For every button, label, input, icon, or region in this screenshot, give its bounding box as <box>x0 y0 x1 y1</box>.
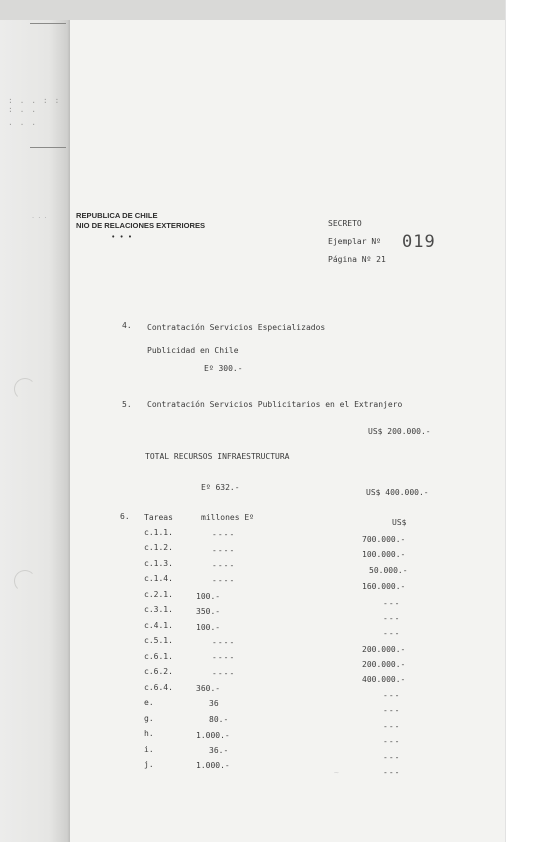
escudos-value: ---- <box>212 669 236 678</box>
usd-value: --- <box>383 768 401 777</box>
escudos-value: 360.- <box>196 684 221 693</box>
task-code: c.2.1. <box>144 590 173 599</box>
item5-title: Contratación Servicios Publicitarios en el Extranjero <box>147 400 403 409</box>
escudos-value: ---- <box>212 546 236 555</box>
usd-value: 100.000.- <box>362 550 406 559</box>
escudos-value: 100.- <box>196 592 221 601</box>
usd-value: 700.000.- <box>362 535 406 544</box>
escudos-value: 36 <box>209 699 219 708</box>
escudos-value: 80.- <box>209 715 229 724</box>
copy-number: 019 <box>402 232 436 252</box>
copy-label: Ejemplar Nº <box>328 237 381 246</box>
task-code: c.1.4. <box>144 574 173 583</box>
total-dollars: US$ 400.000.- <box>366 488 429 497</box>
item4-amount: Eº 300.- <box>204 364 243 373</box>
strip-mark <box>14 570 36 592</box>
tasks-header: Tareas <box>144 513 173 522</box>
letterhead-dots: • • • <box>112 234 134 241</box>
document-page <box>70 20 505 842</box>
escudos-value: 350.- <box>196 607 221 616</box>
usd-value: 200.000.- <box>362 645 406 654</box>
task-code: i. <box>144 745 154 754</box>
page-label: Página Nº 21 <box>328 255 386 264</box>
task-code: c.6.4. <box>144 683 173 692</box>
escudos-value: 100.- <box>196 623 221 632</box>
task-code: c.5.1. <box>144 636 173 645</box>
millions-header: millones Eº <box>201 513 254 522</box>
task-code: c.1.1. <box>144 528 173 537</box>
strip-rule <box>30 147 66 148</box>
escudos-value: 1.000.- <box>196 731 230 740</box>
usd-value: --- <box>383 706 401 715</box>
strip-mark <box>14 378 36 400</box>
escudos-value: ---- <box>212 530 236 539</box>
usd-value: 160.000.- <box>362 582 406 591</box>
item4-title: Contratación Servicios Especializados <box>147 323 326 332</box>
task-code: c.4.1. <box>144 621 173 630</box>
usd-value: --- <box>383 737 401 746</box>
usd-value: --- <box>383 629 401 638</box>
task-code: c.1.2. <box>144 543 173 552</box>
usd-value: 400.000.- <box>362 675 406 684</box>
scan-top-band <box>0 0 510 20</box>
scan-right-margin <box>505 0 544 842</box>
total-escudos: Eº 632.- <box>201 483 240 492</box>
total-label: TOTAL RECURSOS INFRAESTRUCTURA <box>145 452 290 461</box>
task-code: c.3.1. <box>144 605 173 614</box>
letterhead <box>32 211 206 241</box>
previous-page-strip <box>0 20 70 842</box>
strip-rule <box>30 23 66 24</box>
usd-value: --- <box>383 722 401 731</box>
task-code: j. <box>144 760 154 769</box>
strip-ghost-text: . . . <box>8 118 38 127</box>
usd-value: 200.000.- <box>362 660 406 669</box>
task-code: g. <box>144 714 154 723</box>
task-code: c.1.3. <box>144 559 173 568</box>
item6-number: 6. <box>120 512 130 521</box>
task-code: c.6.1. <box>144 652 173 661</box>
escudos-value: 36.- <box>209 746 229 755</box>
usd-value: --- <box>383 599 401 608</box>
item4-number: 4. <box>122 321 132 330</box>
item4-subtitle: Publicidad en Chile <box>147 346 239 355</box>
item5-number: 5. <box>122 400 132 409</box>
escudos-value: ---- <box>212 561 236 570</box>
usd-value: --- <box>383 753 401 762</box>
task-code: e. <box>144 698 154 707</box>
usd-value: --- <box>383 614 401 623</box>
escudos-value: ---- <box>212 653 236 662</box>
letterhead-ministry: NIO DE RELACIONES EXTERIORES <box>76 221 206 230</box>
usd-value: --- <box>383 691 401 700</box>
usd-value: 50.000.- <box>369 566 408 575</box>
letterhead-country: REPUBLICA DE CHILE <box>76 211 158 220</box>
task-code: c.6.2. <box>144 667 173 676</box>
faint-mark: ~ <box>334 768 339 777</box>
task-code: h. <box>144 729 154 738</box>
escudos-value: 1.000.- <box>196 761 230 770</box>
escudos-value: ---- <box>212 576 236 585</box>
escudos-value: ---- <box>212 638 236 647</box>
strip-ghost-text: : . . : : : . . <box>8 96 61 114</box>
item5-amount: US$ 200.000.- <box>368 427 431 436</box>
classification-secret: SECRETO <box>328 219 362 228</box>
letterhead-bleed: . . . <box>32 211 48 220</box>
usd-header: US$ <box>392 518 407 527</box>
